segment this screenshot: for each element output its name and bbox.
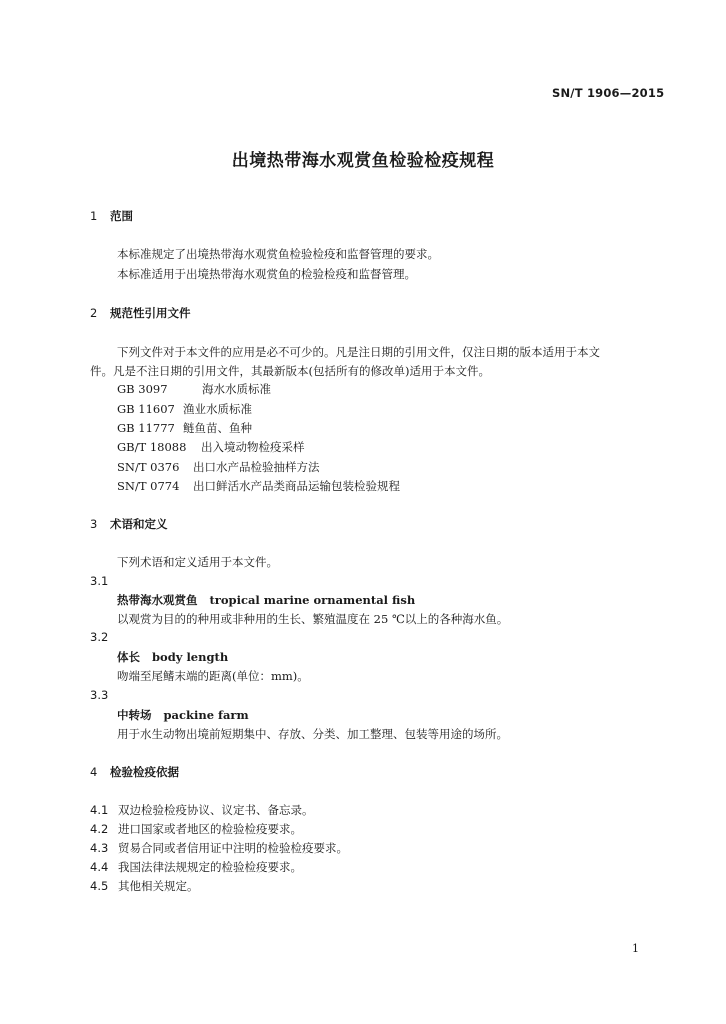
term-cn: 体长 xyxy=(117,650,140,664)
reference-code: SN/T 0376 xyxy=(117,460,180,474)
term-en: body length xyxy=(152,650,229,664)
term-heading xyxy=(117,707,249,723)
reference-code: GB/T 18088 xyxy=(117,440,187,454)
reference-item xyxy=(117,420,252,436)
section-title: 术语和定义 xyxy=(110,517,168,531)
section-title: 范围 xyxy=(110,209,133,223)
paragraph: 下列文件对于本文件的应用是必不可少的。凡是注日期的引用文件，仅注日期的版本适用于本文 xyxy=(117,345,600,359)
standard-code: SN/T 1906—2015 xyxy=(552,86,665,100)
term-definition: 吻端至尾鳍末端的距离(单位：mm)。 xyxy=(117,669,309,683)
term-heading xyxy=(117,649,228,665)
reference-title: 海水水质标准 xyxy=(202,382,271,396)
reference-item xyxy=(117,401,252,417)
basis-item xyxy=(90,859,302,875)
item-number: 4.2 xyxy=(90,822,109,836)
reference-code: GB 11777 xyxy=(117,421,175,435)
section-2-heading xyxy=(90,305,191,321)
item-number: 4.1 xyxy=(90,803,109,817)
basis-item xyxy=(90,878,199,894)
term-definition: 用于水生动物出境前短期集中、存放、分类、加工整理、包装等用途的场所。 xyxy=(117,727,508,741)
section-3-heading xyxy=(90,516,168,532)
section-4-heading xyxy=(90,764,179,780)
reference-item xyxy=(117,459,320,475)
term-definition: 以观赏为目的的种用或非种用的生长、繁殖温度在 25 ℃以上的各种海水鱼。 xyxy=(117,612,509,626)
section-1-heading xyxy=(90,208,133,224)
paragraph: 件。凡是不注日期的引用文件，其最新版本(包括所有的修改单)适用于本文件。 xyxy=(90,364,490,378)
item-text: 贸易合同或者信用证中注明的检验检疫要求。 xyxy=(118,841,348,855)
reference-title: 出入境动物检疫采样 xyxy=(201,440,305,454)
term-number: 3.3 xyxy=(90,688,109,702)
item-number: 4.4 xyxy=(90,860,109,874)
document-title: 出境热带海水观赏鱼检验检疫规程 xyxy=(231,151,495,171)
term-cn: 中转场 xyxy=(117,708,152,722)
item-number: 4.5 xyxy=(90,879,109,893)
reference-code: GB 11607 xyxy=(117,402,175,416)
section-number: 2 xyxy=(90,306,98,320)
item-text: 进口国家或者地区的检验检疫要求。 xyxy=(118,822,302,836)
paragraph: 下列术语和定义适用于本文件。 xyxy=(117,555,278,569)
reference-title: 出口水产品检验抽样方法 xyxy=(193,460,320,474)
paragraph: 本标准适用于出境热带海水观赏鱼的检验检疫和监督管理。 xyxy=(117,267,416,281)
reference-title: 渔业水质标准 xyxy=(183,402,252,416)
reference-code: SN/T 0774 xyxy=(117,479,180,493)
term-cn: 热带海水观赏鱼 xyxy=(117,593,198,607)
section-title: 规范性引用文件 xyxy=(110,306,191,320)
basis-item xyxy=(90,802,314,818)
section-number: 3 xyxy=(90,517,98,531)
reference-item xyxy=(117,478,400,494)
term-number: 3.1 xyxy=(90,574,109,588)
section-number: 1 xyxy=(90,209,98,223)
reference-title: 鲢鱼苗、鱼种 xyxy=(183,421,252,435)
item-text: 双边检验检疫协议、议定书、备忘录。 xyxy=(118,803,314,817)
term-number: 3.2 xyxy=(90,630,109,644)
term-heading xyxy=(117,592,415,608)
page-number: 1 xyxy=(632,942,639,955)
item-text: 我国法律法规规定的检验检疫要求。 xyxy=(118,860,302,874)
paragraph: 本标准规定了出境热带海水观赏鱼检验检疫和监督管理的要求。 xyxy=(117,247,439,261)
basis-item xyxy=(90,840,348,856)
term-en: tropical marine ornamental fish xyxy=(209,593,416,607)
section-title: 检验检疫依据 xyxy=(110,765,179,779)
item-text: 其他相关规定。 xyxy=(118,879,199,893)
reference-title: 出口鲜活水产品类商品运输包装检验规程 xyxy=(193,479,400,493)
reference-item xyxy=(117,439,305,455)
basis-item xyxy=(90,821,302,837)
reference-item xyxy=(117,381,271,397)
section-number: 4 xyxy=(90,765,98,779)
reference-code: GB 3097 xyxy=(117,382,168,396)
item-number: 4.3 xyxy=(90,841,109,855)
term-en: packine farm xyxy=(163,708,249,722)
